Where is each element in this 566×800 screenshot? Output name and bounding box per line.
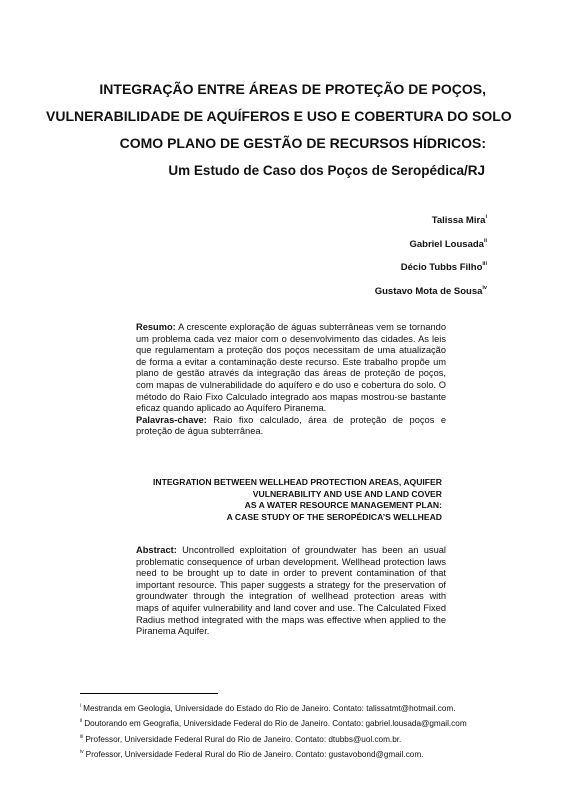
- footnote: $^i$ Mestranda em Geologia, Universidade do Estado do Rio de Janeiro. Contato: talissatmt@hotmail.com.: [80, 703, 456, 713]
- footnote: $^{iv}$ Professor, Universidade Federal Rural do Rio de Janeiro. Contato: gustavobond@gmail.com.: [80, 749, 424, 760]
- keywords-paragraph: [136, 415, 446, 438]
- author-list: [375, 210, 487, 304]
- footnote-mark: ii: [80, 718, 83, 725]
- footnote-mark[interactable]: iii: [482, 261, 487, 267]
- resumo-label: Resumo:: [136, 322, 176, 332]
- author-name: Gustavo Mota de Sousa$^{iv}$: [374, 284, 487, 297]
- author-name: Gabriel Lousada$^{ii}$: [409, 237, 487, 250]
- abstract-text: Uncontrolled exploitation of groundwater has been an usual problematic consequence of urban development. Wellhead protection laws need to be brought up to date in order to prevent contamination of that important resource. This paper suggests a strategy for the preservation of groundwater through the integration of wellhead protection areas with maps of aquifer vulnerability and land cover and use. The Calculated Fixed Radius method integrated with the maps was effective when applied to the Piranema Aquifer.: [136, 545, 446, 637]
- title-line: INTEGRAÇÃO ENTRE ÁREAS DE PROTEÇÃO DE POÇOS,: [99, 81, 486, 97]
- keywords-text: Raio fixo calculado, área de proteção de poços e proteção de água subterrânea.: [136, 414, 446, 437]
- keywords-label: Palavras-chave:: [136, 414, 207, 425]
- author-name: Décio Tubbs Filho$^{iii}$: [400, 261, 487, 273]
- footnote-mark[interactable]: ii: [483, 237, 487, 244]
- footnote-divider: [80, 693, 218, 694]
- english-title-line: AS A WATER RESOURCE MANAGEMENT PLAN:: [244, 500, 442, 511]
- abstract-section: [136, 545, 446, 638]
- resumo-section: [136, 322, 446, 438]
- english-title-line: VULNERABILITY AND USE AND LAND COVER: [252, 488, 442, 499]
- footnote-mark[interactable]: i: [485, 214, 487, 220]
- english-title: [122, 477, 442, 523]
- footnote-mark[interactable]: iv: [482, 284, 487, 291]
- footnotes: [80, 700, 467, 762]
- footnote: $^{ii}$ Doutorando em Geografia, Universidade Federal do Rio de Janeiro. Contato: gabriel.lousada@gmail.com: [80, 718, 467, 729]
- english-title-line: A CASE STUDY OF THE SEROPÉDICA’S WELLHEAD: [226, 511, 442, 522]
- english-title-line: INTEGRATION BETWEEN WELLHEAD PROTECTION AREAS, AQUIFER: [152, 477, 442, 487]
- title-line: VULNERABILIDADE DE AQUÍFEROS E USO E COBERTURA DO SOLO: [46, 108, 512, 124]
- resumo-paragraph: [136, 322, 446, 415]
- footnote-mark: iii: [80, 733, 84, 740]
- footnote-mark: i: [80, 703, 82, 709]
- author-name: Talissa Mira$^i$: [431, 214, 487, 226]
- paper-title: [46, 81, 512, 151]
- footnote-mark: iv: [80, 749, 84, 756]
- resumo-text: A crescente exploração de águas subterrâneas vem se tornando um problema cada vez maior com o desenvolvimento das cidades. As leis que regulamentam a proteção dos poços necessitam de uma atualização de forma a evitar a contaminação deste recurso. Este trabalho propõe um plano de gestão através da integração das áreas de proteção de poços, com mapas de vulnerabilidade do aquífero e do uso e cobertura do solo. O método do Raio Fixo Calculado integrado aos mapas mostrou-se bastante eficaz quando aplicado ao Aquífero Piranema.: [136, 322, 446, 414]
- abstract-paragraph: [136, 545, 446, 638]
- title-line: COMO PLANO DE GESTÃO DE RECURSOS HÍDRICOS:: [119, 135, 486, 151]
- abstract-label: Abstract:: [136, 545, 177, 555]
- paper-subtitle: Um Estudo de Caso dos Poços de Seropédica/RJ: [168, 163, 485, 178]
- footnote: $^{iii}$ Professor, Universidade Federal Rural do Rio de Janeiro. Contato: dtubbs@uol.com.br.: [80, 733, 402, 744]
